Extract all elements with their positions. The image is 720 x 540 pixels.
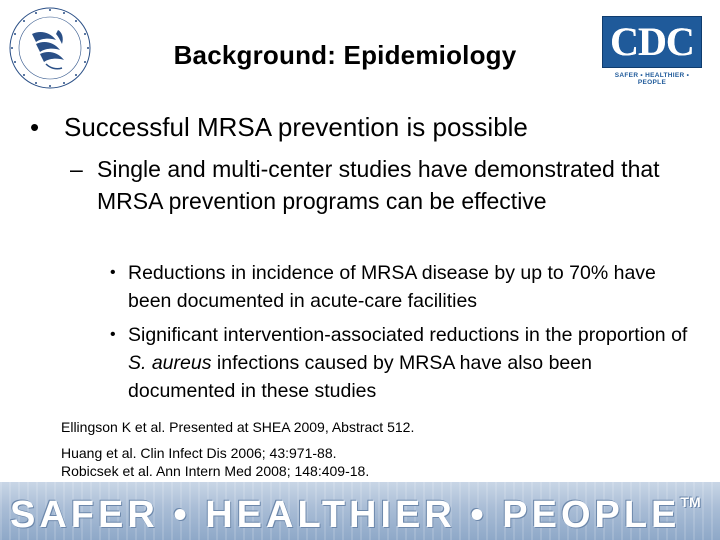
bullet-level3-text: Reductions in incidence of MRSA disease by up to 70% have been documented in acute-care facilities [128,262,656,312]
cdc-logo [602,16,702,86]
bullet-marker: – [70,156,83,182]
bullet-text-italic: S. aureus [128,352,212,374]
references [61,418,414,480]
bullet-marker: • [110,264,116,281]
reference-item: Ellingson K et al. Presented at SHEA 2009, Abstract 512. [61,419,415,435]
bullet-marker: • [110,326,116,343]
footer-banner [0,482,720,540]
bullet-text-before: Significant intervention-associated reductions in the proportion of [128,324,688,346]
bullet-marker: • [30,112,40,142]
reference-item: Robicsek et al. Ann Intern Med 2008; 148:409-18. [61,463,370,479]
slide-title: Background: Epidemiology [173,40,517,70]
bullet-text-after: infections caused by MRSA have also been documented in these studies [128,352,592,402]
bullet-level2-text: Single and multi-center studies have demonstrated that MRSA prevention programs can be effective [97,156,660,214]
footer-slogan-text: SAFER • HEALTHIER • PEOPLE [10,494,681,536]
bullet-level1-text: Successful MRSA prevention is possible [64,112,528,142]
cdc-logo-letters: CDC [610,19,694,64]
cdc-logo-tagline: SAFER • HEALTHIER • PEOPLE [614,72,690,86]
bullet-level3-text [128,321,688,405]
reference-item: Huang et al. Clin Infect Dis 2006; 43:971-88. [61,445,337,461]
footer-trademark: TM [680,494,701,510]
footer-slogan [10,494,701,537]
cdc-logo-box [602,16,702,68]
hhs-eagle-seal-icon [6,4,94,92]
